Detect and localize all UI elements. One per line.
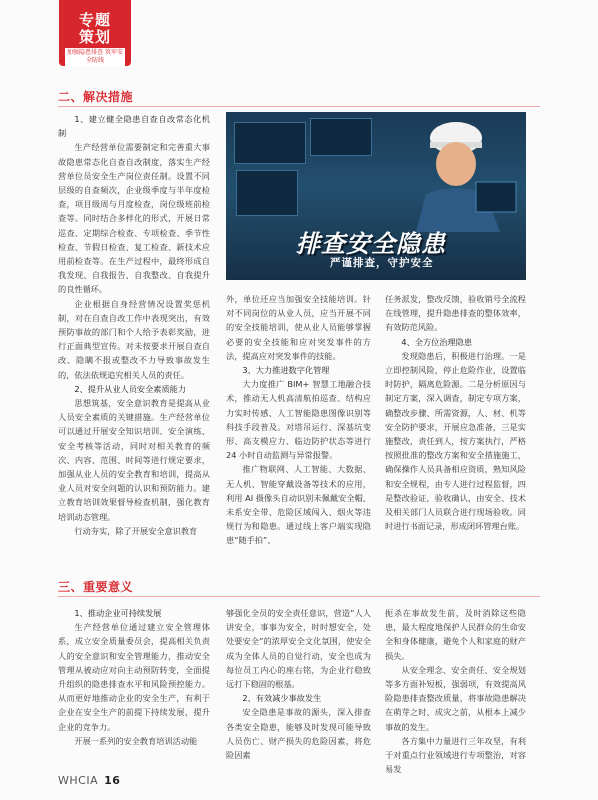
section2-column-2	[226, 292, 371, 548]
paragraph: 从安全理念、安全责任、安全规划等多方面补短板，强弱项，有效提高风险隐患排查整改质量，将事故隐患解决在萌芽之时、成灾之前，从根本上减少事故的发生。	[385, 664, 526, 732]
page-footer	[58, 774, 120, 787]
hero-image	[226, 112, 526, 280]
paragraph: 发现隐患后，积极进行治理。一是立即控制风险，停止危险作业，设置临时防护，隔离危险源。二是分析原因与制定方案，深入调查，制定专项方案，确整改步骤、所需资源，人、材、机等安全防护要求，开展应急准备，三是实施整改，责任到人，按方案执行，严格按照批准的整改方案和安全措施施工，确保操作人员具备相应资质，熟知风险和安全规程，由专人进行过程监督，四是整改验证，验收确认，由安全、技术及相关部门人员联合进行现场验收。同时进行书面记录，形成闭环管理台账。	[385, 350, 526, 532]
section2-heading: 二、解决措施	[58, 90, 134, 104]
subheading: 1、推动企业可持续发展	[74, 608, 162, 618]
paragraph: 各方集中力量进行三年攻坚，有利于对重点行业领域进行专项整治，对容易发	[385, 735, 526, 775]
engineer-illustration	[376, 112, 526, 232]
subheading: 4、全方位治理隐患	[401, 336, 473, 347]
section3-column-2	[226, 606, 371, 762]
paragraph: 思想筑基，安全意识教育是提高从业人员安全素质的关键措施。生产经营单位可以通过开展安全知识培训、安全演练、安全考核等活动，同时对相关教育的频次、内容、范围、时间等进行规定要求，加强从业人员的安全教育和培训，提高从业人员对安全问题的认识和预防能力。建立教育培训效果督导检查机制，强化教育培训动态管理。	[58, 398, 210, 522]
section3-divider	[58, 596, 540, 597]
paragraph: 大力度推广 BIM+ 智慧工地融合技术，推动无人机高清航拍巡查、结构应力实时传感、人工智能隐患图像识别等科技手段普及。对塔吊运行、深基坑变形、高支模应力、临边防护状态等进行 24 小时自动监测与异常报警。	[226, 379, 371, 461]
subheading: 2、提升从业人员安全素质能力	[74, 383, 187, 394]
badge-line1: 专题	[78, 11, 111, 29]
badge-line2: 策划	[78, 28, 111, 46]
subheading: 3、大力推进数字化管理	[242, 365, 330, 376]
hero-subtitle: 严谨排查，守护安全	[330, 257, 434, 269]
subheading: 2、有效减少事故发生	[242, 693, 322, 704]
monitor-screen	[310, 118, 372, 156]
paragraph: 任务派发，整改反馈，验收销号全流程在线管理，提升隐患排查的整体效率，有效防范风险。	[385, 294, 526, 333]
paragraph: 生产经营单位通过建立安全管理体系，成立安全质量委员会，提高相关负责人的安全意识和安全管理能力，推动安全管理从被动应对向主动预防转变，全面提升组织的隐患排查水平和风险预控能力。从而更好地推动企业的安全生产，有利于企业在安全生产的前提下持续发展，提升企业的竞争力。	[58, 622, 210, 732]
paragraph: 外，单位还应当加强安全技能培训。针对不同岗位的从业人员，应当开展不同的安全技能培训，使从业人员能够掌握必要的安全技能和应对突发事件的方法，提高应对突发事件的技能。	[226, 294, 371, 361]
section2-column-3	[385, 292, 526, 533]
paragraph: 行动夯实，除了开展安全意识教育	[74, 525, 198, 536]
monitor-screen	[236, 170, 298, 216]
section2-divider	[58, 106, 540, 107]
section3-column-1	[58, 606, 210, 748]
subheading: 1、建立健全隐患自查自改常态化机制	[58, 114, 210, 139]
paragraph: 生产经营单位需要制定和完善重大事故隐患常态化自查自改制度，落实生产经营单位员安全生产岗位责任制。设置不同层级的自查频次，企业级季度与半年度检查，项目级周与月度检查，岗位级班前检查等。同时结合多样化的形式，开展日常巡查、定期综合检查、专项检查、季节性检查、节假日检查、复工检查、新技术应用前检查等。在生产过程中，最终形成自我发现、自我报告、自我整改、自我提升的良性循环。	[58, 142, 210, 295]
section2-column-1	[58, 112, 210, 538]
paragraph: 安全隐患是事故的源头，深入排查各类安全隐患，能够及时发现可能导致人员伤亡、财产损失的危险因素，将危险因素	[226, 707, 371, 761]
paragraph: 扼杀在事故发生前，及时消除这些隐患，最大程度地保护人民群众的生命安全和身体健康，避免个人和家庭的财产损失。	[385, 608, 526, 661]
paragraph: 够强化全员的安全责任意识，营造“人人讲安全，事事为安全，时时想安全，处处要安全”的浓厚安全文化氛围，使安全成为全体人员的自觉行动，安全也成为每位员工内心的座右铭，为企业行稳致远打下稳固的根基。	[226, 608, 371, 690]
topic-badge	[59, 0, 131, 66]
badge-subtitle: 加强隐患排查 筑牢安全防线	[65, 48, 125, 66]
paragraph: 推广物联网、人工智能、大数据、无人机、智能穿戴设备等技术的应用，利用 AI 摄像头自动识别未佩戴安全帽、未系安全带、危险区域闯入、烟火等违规行为和隐患。通过线上客户端实现隐患“随手拍”、	[226, 464, 371, 546]
section3-heading: 三、重要意义	[58, 580, 134, 594]
page-number: 16	[104, 774, 121, 787]
paragraph: 开展一系列的安全教育培训活动能	[74, 735, 198, 746]
paragraph: 企业根据自身经营情况设置奖惩机制，对在自查自改工作中表现突出，有效预防事故的部门和个人给予表彰奖励，进行正面典型宣传。对未按要求开展自查自改、隐瞒不报或整改不力导致事故发生的，依法依规追究相关人员的责任。	[58, 298, 210, 380]
hero-title: 排查安全隐患	[296, 230, 446, 258]
monitor-screen	[234, 122, 306, 164]
section3-column-3	[385, 606, 526, 776]
footer-brand: WHCIA	[58, 774, 99, 787]
